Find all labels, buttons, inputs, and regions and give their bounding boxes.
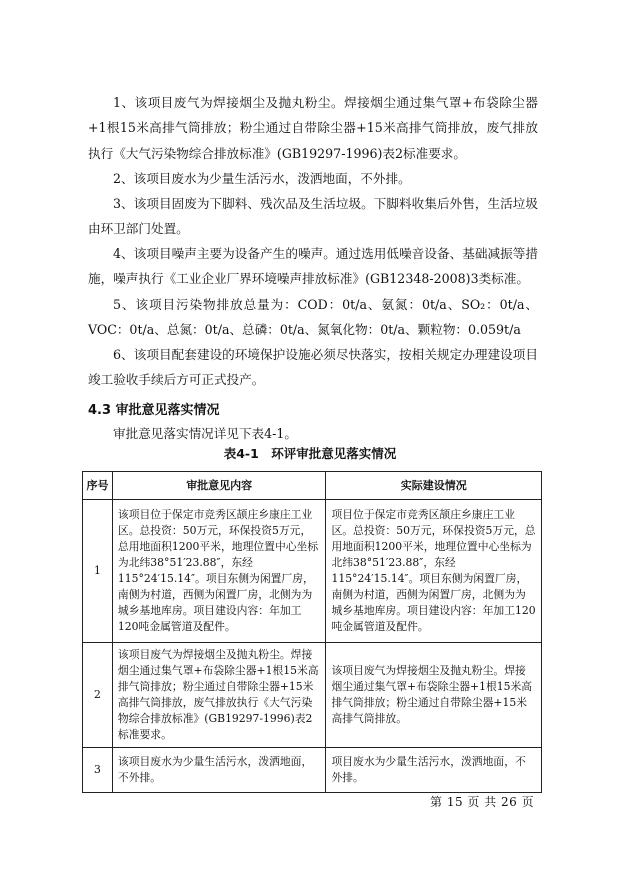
row-opinion: 该项目废气为焊接烟尘及抛丸粉尘。焊接烟尘通过集气罩+布袋除尘器+1根15米高排气筒排放；粉尘通过自带除尘器+15米高排气筒排放，废气排放执行《大气污染物综合排放标准》(GB19297-1996)表2标准要求。 bbox=[112, 643, 326, 748]
row-actual: 该项目废气为焊接烟尘及抛丸粉尘。焊接烟尘通过集气罩+布袋除尘器+1根15米高排气筒排放；粉尘通过自带除尘器+15米高排气筒排放。 bbox=[326, 643, 542, 748]
row-actual: 项目位于保定市竞秀区颉庄乡康庄工业区。总投资：50万元，环保投资5万元，总用地面积1200平米，地理位置中心坐标为北纬38°51′23.88″，东经115°24′15.14″。项目东侧为闲置厂房，南侧为村道，西侧为闲置厂房，北侧为为城乡基地库房。项目建设内容：年加工120吨金属管道及配件。 bbox=[326, 500, 542, 643]
table-row bbox=[83, 500, 542, 643]
page-number: 第 15 页 共 26 页 bbox=[430, 795, 535, 809]
paragraph-5: 5、该项目污染物排放总量为：COD：0t/a、氨氮：0t/a、SO₂：0t/a、VOC：0t/a、总氮：0t/a、总磷：0t/a、氮氧化物：0t/a、颗粒物：0.059t/a bbox=[88, 297, 538, 338]
header-actual: 实际建设情况 bbox=[326, 472, 542, 500]
section-intro: 审批意见落实情况详见下表4-1。 bbox=[113, 426, 297, 441]
table-caption: 表4-1 环评审批意见落实情况 bbox=[223, 446, 397, 461]
section-heading: 4.3 审批意见落实情况 bbox=[88, 403, 220, 418]
approval-table bbox=[82, 471, 542, 793]
row-number: 1 bbox=[83, 500, 113, 643]
paragraph-2: 2、该项目废水为少量生活污水，泼洒地面，不外排。 bbox=[113, 171, 411, 186]
row-number: 2 bbox=[83, 643, 113, 748]
paragraph-1: 1、该项目废气为焊接烟尘及抛丸粉尘。焊接烟尘通过集气罩+布袋除尘器+1根15米高排气筒排放；粉尘通过自带除尘器+15米高排气筒排放，废气排放执行《大气污染物综合排放标准》(GB19297-1996)表2标准要求。 bbox=[88, 95, 538, 161]
paragraph-3: 3、该项目固废为下脚料、残次品及生活垃圾。下脚料收集后外售，生活垃圾由环卫部门处置。 bbox=[88, 196, 538, 237]
paragraph-4: 4、该项目噪声主要为设备产生的噪声。通过选用低噪音设备、基础减振等措施，噪声执行《工业企业厂界环境噪声排放标准》(GB12348-2008)3类标准。 bbox=[88, 246, 538, 287]
table-row bbox=[83, 643, 542, 748]
row-opinion: 该项目废水为少量生活污水，泼洒地面，不外排。 bbox=[112, 748, 326, 793]
header-no: 序号 bbox=[83, 472, 113, 500]
paragraph-6: 6、该项目配套建设的环境保护设施必须尽快落实，按相关规定办理建设项目竣工验收手续后方可正式投产。 bbox=[88, 347, 538, 388]
row-actual: 项目废水为少量生活污水，泼洒地面，不外排。 bbox=[326, 748, 542, 793]
table-header-row bbox=[83, 472, 542, 500]
row-number: 3 bbox=[83, 748, 113, 793]
table-row bbox=[83, 748, 542, 793]
header-opinion: 审批意见内容 bbox=[112, 472, 326, 500]
row-opinion: 该项目位于保定市竞秀区颉庄乡康庄工业区。总投资：50万元，环保投资5万元，总用地面积1200平米，地理位置中心坐标为北纬38°51′23.88″，东经115°24′15.14″。项目东侧为闲置厂房，南侧为村道，西侧为闲置厂房，北侧为为城乡基地库房。项目建设内容：年加工120吨金属管道及配件。 bbox=[112, 500, 326, 643]
